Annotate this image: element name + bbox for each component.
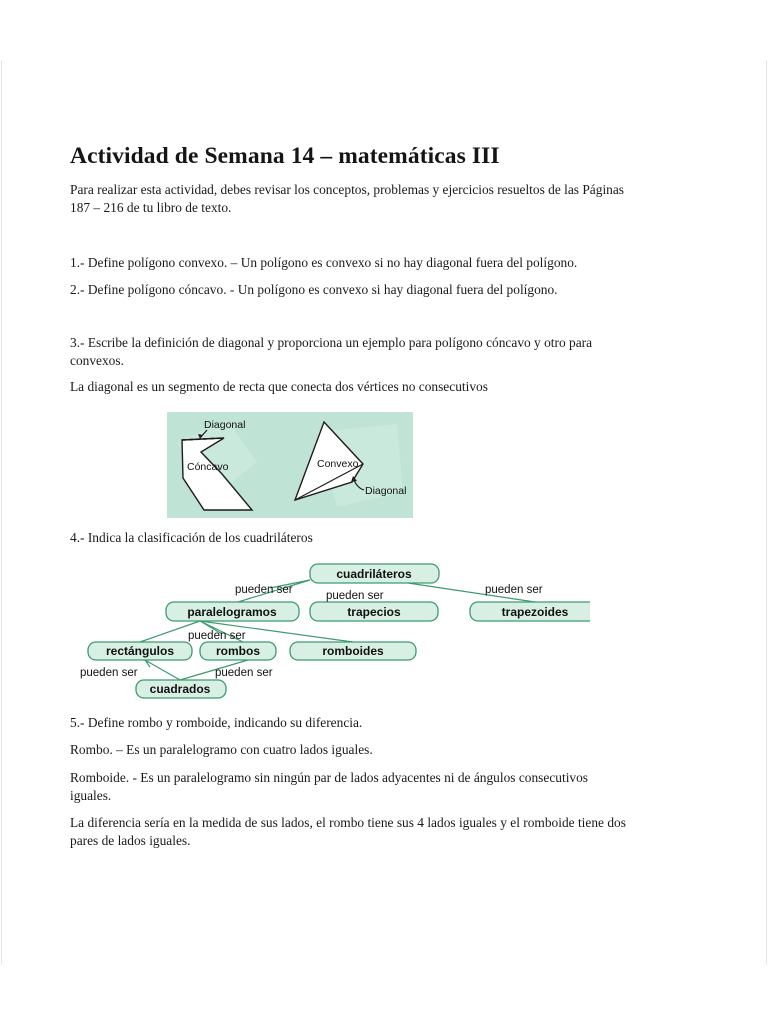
intro-line-1: Para realizar esta actividad, debes revisar los conceptos, problemas y ejercicios resueltos de las Páginas [70,182,625,197]
node-rectangulos-label: rectángulos [105,644,175,658]
polygon-figure-svg [167,412,413,518]
edge-label-mid: pueden ser [326,590,384,602]
answer-romboide-line-1: Romboide. - Es un paralelogramo sin ningún par de lados adyacentes ni de ángulos consecutivos [70,770,589,785]
page-title: Actividad de Semana 14 – matemáticas III [70,143,500,169]
node-trapezoides-label: trapezoides [501,605,569,619]
edge-label-rectangulos: pueden ser [80,667,138,679]
node-rombos-label: rombos [215,644,261,658]
page-edge-right [766,60,767,965]
node-cuadrilateros-label: cuadriláteros [336,567,412,581]
edge-label-right: pueden ser [485,584,543,596]
answer-romboide-line-2: iguales. [70,788,112,803]
intro-line-2: 187 – 216 de tu libro de texto. [70,200,232,215]
quadrilateral-tree [70,552,590,704]
label-diagonal-top: Diagonal [204,419,246,431]
node-trapecios-label: trapecios [347,605,401,619]
node-paralelogramos-label: paralelogramos [187,605,277,619]
label-diagonal-bottom: Diagonal [365,485,407,497]
question-3-line-1: 3.- Escribe la definición de diagonal y proporciona un ejemplo para polígono cóncavo y otro para [70,335,593,350]
question-3-line-2: convexos. [70,353,124,368]
node-romboides-label: romboides [322,644,384,658]
label-convex: Convexo [317,458,359,470]
answer-rombo: Rombo. – Es un paralelogramo con cuatro lados iguales. [70,742,373,757]
edge-label-left: pueden ser [235,584,293,596]
quadrilateral-tree-svg [70,552,590,704]
polygon-figure [167,412,413,518]
answer-difference-line-2: pares de lados iguales. [70,833,191,848]
answer-difference-line-1: La diferencia sería en la medida de sus lados, el rombo tiene sus 4 lados iguales y el romboide tiene dos [70,815,626,830]
question-2: 2.- Define polígono cóncavo. - Un polígono es convexo si hay diagonal fuera del polígono. [70,282,558,297]
page-edge-left [1,60,2,965]
label-concave: Cóncavo [187,461,229,473]
question-1: 1.- Define polígono convexo. – Un polígono es convexo si no hay diagonal fuera del polígono. [70,255,578,270]
edge-label-paralelogramos: pueden ser [188,630,246,642]
edge-label-rombos: pueden ser [215,667,273,679]
node-cuadrados-label: cuadrados [149,682,211,696]
question-5: 5.- Define rombo y romboide, indicando su diferencia. [70,715,363,730]
question-3-answer: La diagonal es un segmento de recta que conecta dos vértices no consecutivos [70,379,488,394]
question-4: 4.- Indica la clasificación de los cuadriláteros [70,530,313,545]
